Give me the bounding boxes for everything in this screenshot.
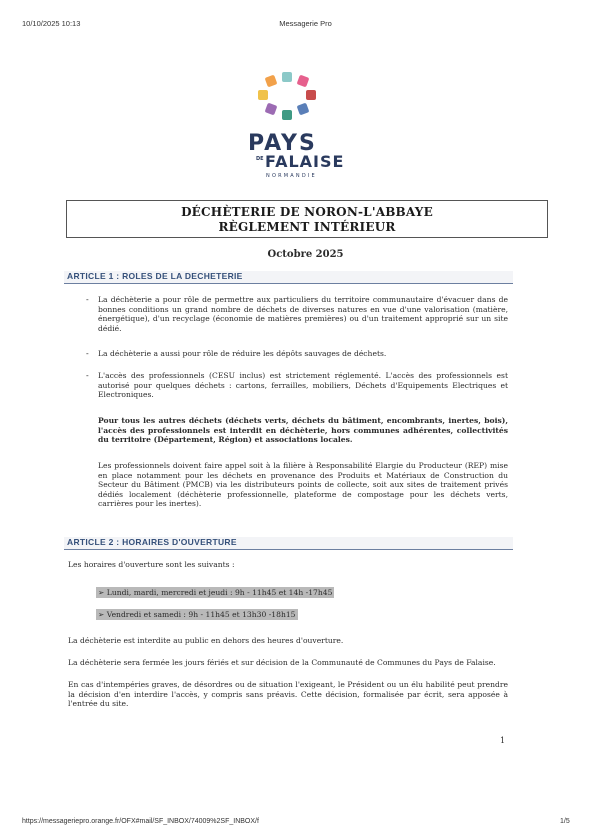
logo-tagline: NORMANDIE — [266, 173, 317, 179]
article-1-bullet-3: L'accès des professionnels (CESU inclus) est strictement réglementé. L'accès des professionnels est autorisé pour quelques déchets : cartons, ferrailles, mobiliers, Déchets d'Equipements Electriques et Electroniques. — [98, 371, 508, 400]
print-app-title: Messagerie Pro — [279, 19, 332, 28]
logo-dot — [306, 90, 316, 100]
logo-dot — [258, 90, 268, 100]
article-1-professional-restriction: Pour tous les autres déchets (déchets verts, déchets du bâtiment, encombrants, inertes, bois), l'accès des professionnels est interdit en déchèterie, hors communes adhérentes, collectivités du territoire (Département, Région) et associations locales. — [98, 416, 508, 445]
opening-hours-weekdays-text: ➢ Lundi, mardi, mercredi et jeudi : 9h - 11h45 et 14h -17h45 — [98, 588, 333, 597]
bullet-dash: - — [86, 349, 89, 358]
page-number: 1 — [500, 736, 506, 745]
logo-mark — [258, 72, 328, 132]
opening-hours-weekend — [96, 602, 298, 621]
logo-dot — [282, 110, 292, 120]
title-line-2: RÈGLEMENT INTÉRIEUR — [218, 220, 396, 234]
logo-word-de: DE — [256, 156, 264, 162]
logo-dot — [265, 75, 278, 88]
article-1-heading: ARTICLE 1 : ROLES DE LA DECHETERIE — [64, 271, 513, 284]
bullet-dash: - — [86, 371, 89, 380]
opening-hours-weekdays — [96, 580, 334, 599]
opening-hours-weekend-text: ➢ Vendredi et samedi : 9h - 11h45 et 13h30 -18h15 — [98, 610, 296, 619]
article-1-bullet-2: La déchèterie a aussi pour rôle de réduire les dépôts sauvages de déchets. — [98, 349, 387, 358]
logo-dot — [297, 103, 310, 116]
article-2-intro: Les horaires d'ouverture sont les suivants : — [68, 560, 235, 569]
article-2-paragraph-1: La déchèterie est interdite au public en dehors des heures d'ouverture. — [68, 636, 344, 645]
print-datetime: 10/10/2025 10:13 — [22, 19, 81, 28]
bullet-dash: - — [86, 295, 89, 304]
logo-dot — [265, 103, 278, 116]
document-date: Octobre 2025 — [267, 249, 344, 260]
article-1-bullet-1: La déchèterie a pour rôle de permettre aux particuliers du territoire communautaire d'évacuer dans de bonnes conditions un grand nombre de déchets de diverses natures en vue d'une valorisation (matière, énergétique), d'un recyclage (économie de matières premières) ou d'un traitement approprié sur un site dédié. — [98, 295, 508, 333]
article-2-heading: ARTICLE 2 : HORAIRES D'OUVERTURE — [64, 537, 513, 550]
article-1-rep-paragraph: Les professionnels doivent faire appel soit à la filière à Responsabilité Elargie du Producteur (REP) mise en place notamment pour les déchets en provenance des Produits et Matériaux de Construction du Secteur du Bâtiment (PMCB) via les distributeurs points de collecte, soit aux sites de traitement privés dédiés localement (déchèterie professionnelle, plateforme de compostage pour les déchets verts, carrières pour les inertes). — [98, 461, 508, 509]
title-line-1: DÉCHÈTERIE DE NORON-L'ABBAYE — [181, 205, 433, 219]
print-url: https://messageriepro.orange.fr/OFX#mail/SF_INBOX/74009%2SF_INBOX/f — [22, 818, 259, 825]
article-2-paragraph-3: En cas d'intempéries graves, de désordres ou de situation l'exigeant, le Président ou un élu habilité peut prendre la décision d'en interdire l'accès, y compris sans préavis. Cette décision, formalisée par écrit, sera apposée à l'entrée du site. — [68, 680, 508, 709]
logo-dot — [282, 72, 292, 82]
logo-word-pays: PAYS — [248, 131, 317, 156]
title-box — [66, 200, 548, 238]
article-2-paragraph-2: La déchèterie sera fermée les jours fériés et sur décision de la Communauté de Communes du Pays de Falaise. — [68, 658, 496, 667]
print-page-count: 1/5 — [560, 818, 570, 825]
logo-word-falaise: FALAISE — [265, 152, 345, 171]
logo-dot — [297, 75, 310, 88]
